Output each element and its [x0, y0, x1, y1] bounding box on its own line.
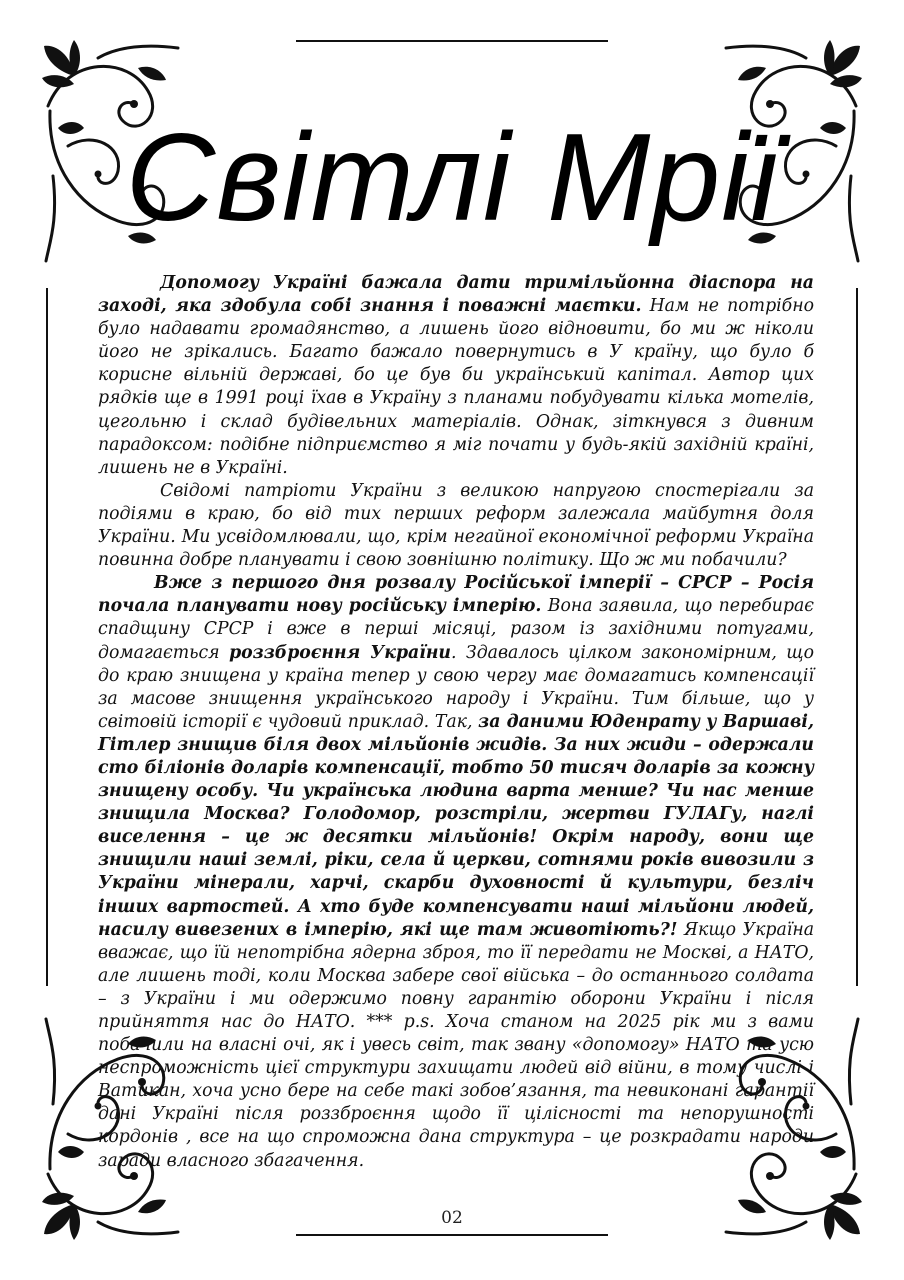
article-body [98, 272, 814, 1173]
top-divider [296, 40, 608, 42]
bold-text-run: Допомогу Україні бажала дати тримільйонна діаспора на заході, яка здобула собі знання і поважні маєтки. [98, 273, 814, 317]
bottom-divider [296, 1234, 608, 1236]
paragraph-1 [98, 272, 814, 480]
bold-text-run: роззброєння України [229, 642, 451, 663]
paragraph-3 [98, 572, 814, 1172]
bold-text-run: за даними Юденрату у Варшаві, Гітлер знищив біля двох мільйонів жидів. За них жиди – одержали сто біліонів доларів компенсації, тобто 50 тисяч доларів за кожну знищену особу. Чи українська людина варта менше? Чи нас менше знищила Москва? Голодомор, розстріли, жертви ГУЛАГу, наглі виселення – це ж десятки мільйонів! Окрім народу, вони ще знищили наші землі, ріки, села й церкви, сотнями років вивозили з України мінерали, харчі, скарби духовності й культури, безліч інших вартостей. А хто буде компенсувати наші мільйони людей, насилу вивезених в імперію, які ще там животіють?! [98, 711, 814, 940]
text-run: Вона заявила, що перебирає спадщину СРСР і вже в перші місяці, разом із західними потугами, домагається [98, 596, 814, 663]
text-run: . Здавалось цілком закономірним, що до краю знищена у країна тепер у свою чергу має домагатись компенсації за масове знищення українського народу і України. Тим більше, що у світовій історії є чудовий приклад. Так, [98, 642, 814, 732]
text-run: Свідомі патріоти України з великою напругою спостерігали за подіями в краю, бо від тих перших реформ залежала майбутня доля України. Ми усвідомлювали, що, крім негайної економічної реформи Україна повинна добре планувати і свою зовнішню політику. Що ж ми побачили? [98, 480, 814, 571]
text-run: Якщо Україна вважає, що їй непотрібна ядерна зброя, то її передати не Москві, а НАТО, але лишень тоді, коли Москва забере свої війська – до останнього солдата – з України і ми одержимо повну гарантію оборони України і після прийняття нас до НАТО. *** p.s. Хоча станом на 2025 рік ми з вами побачили на власні очі, як і увесь світ, так звану «допомогу» НАТО та усю неспроможність цієї структури захищати людей від війни, в тому числі і Ватикан, хоча усно бере на себе такі зобов’язання, та невиконані гарантії дані Україні після роззброєння щодо її цілісності та непорушності кордонів , все на що спроможна дана структура – це розкрадати народи заради власного збагачення. [98, 919, 815, 1171]
paragraph-2 [98, 480, 814, 572]
page-title: Світлі Мрії [125, 109, 779, 247]
text-run: Нам не потрібно було надавати громадянство, а лишень його відновити, бо ми ж ніколи його не зрікались. Багато бажало повернутись в У країну, що було б корисне вільній державі, бо це був би український капітал. Автор цих рядків ще в 1991 році їхав в Україну з планами побудувати кілька мотелів, цегольню і склад будівельних матеріалів. Однак, зіткнувся з дивним парадоксом: подібне підприємство я міг почати у будь-якій західній країні, лишень не в Україні. [98, 296, 814, 478]
bold-text-run: Вже з першого дня розвалу Російської імперії – СРСР – Росія почала планувати нову російську імперію. [98, 573, 814, 617]
left-border-line [46, 288, 48, 986]
right-border-line [856, 288, 858, 986]
page-number: 02 [441, 1208, 463, 1228]
